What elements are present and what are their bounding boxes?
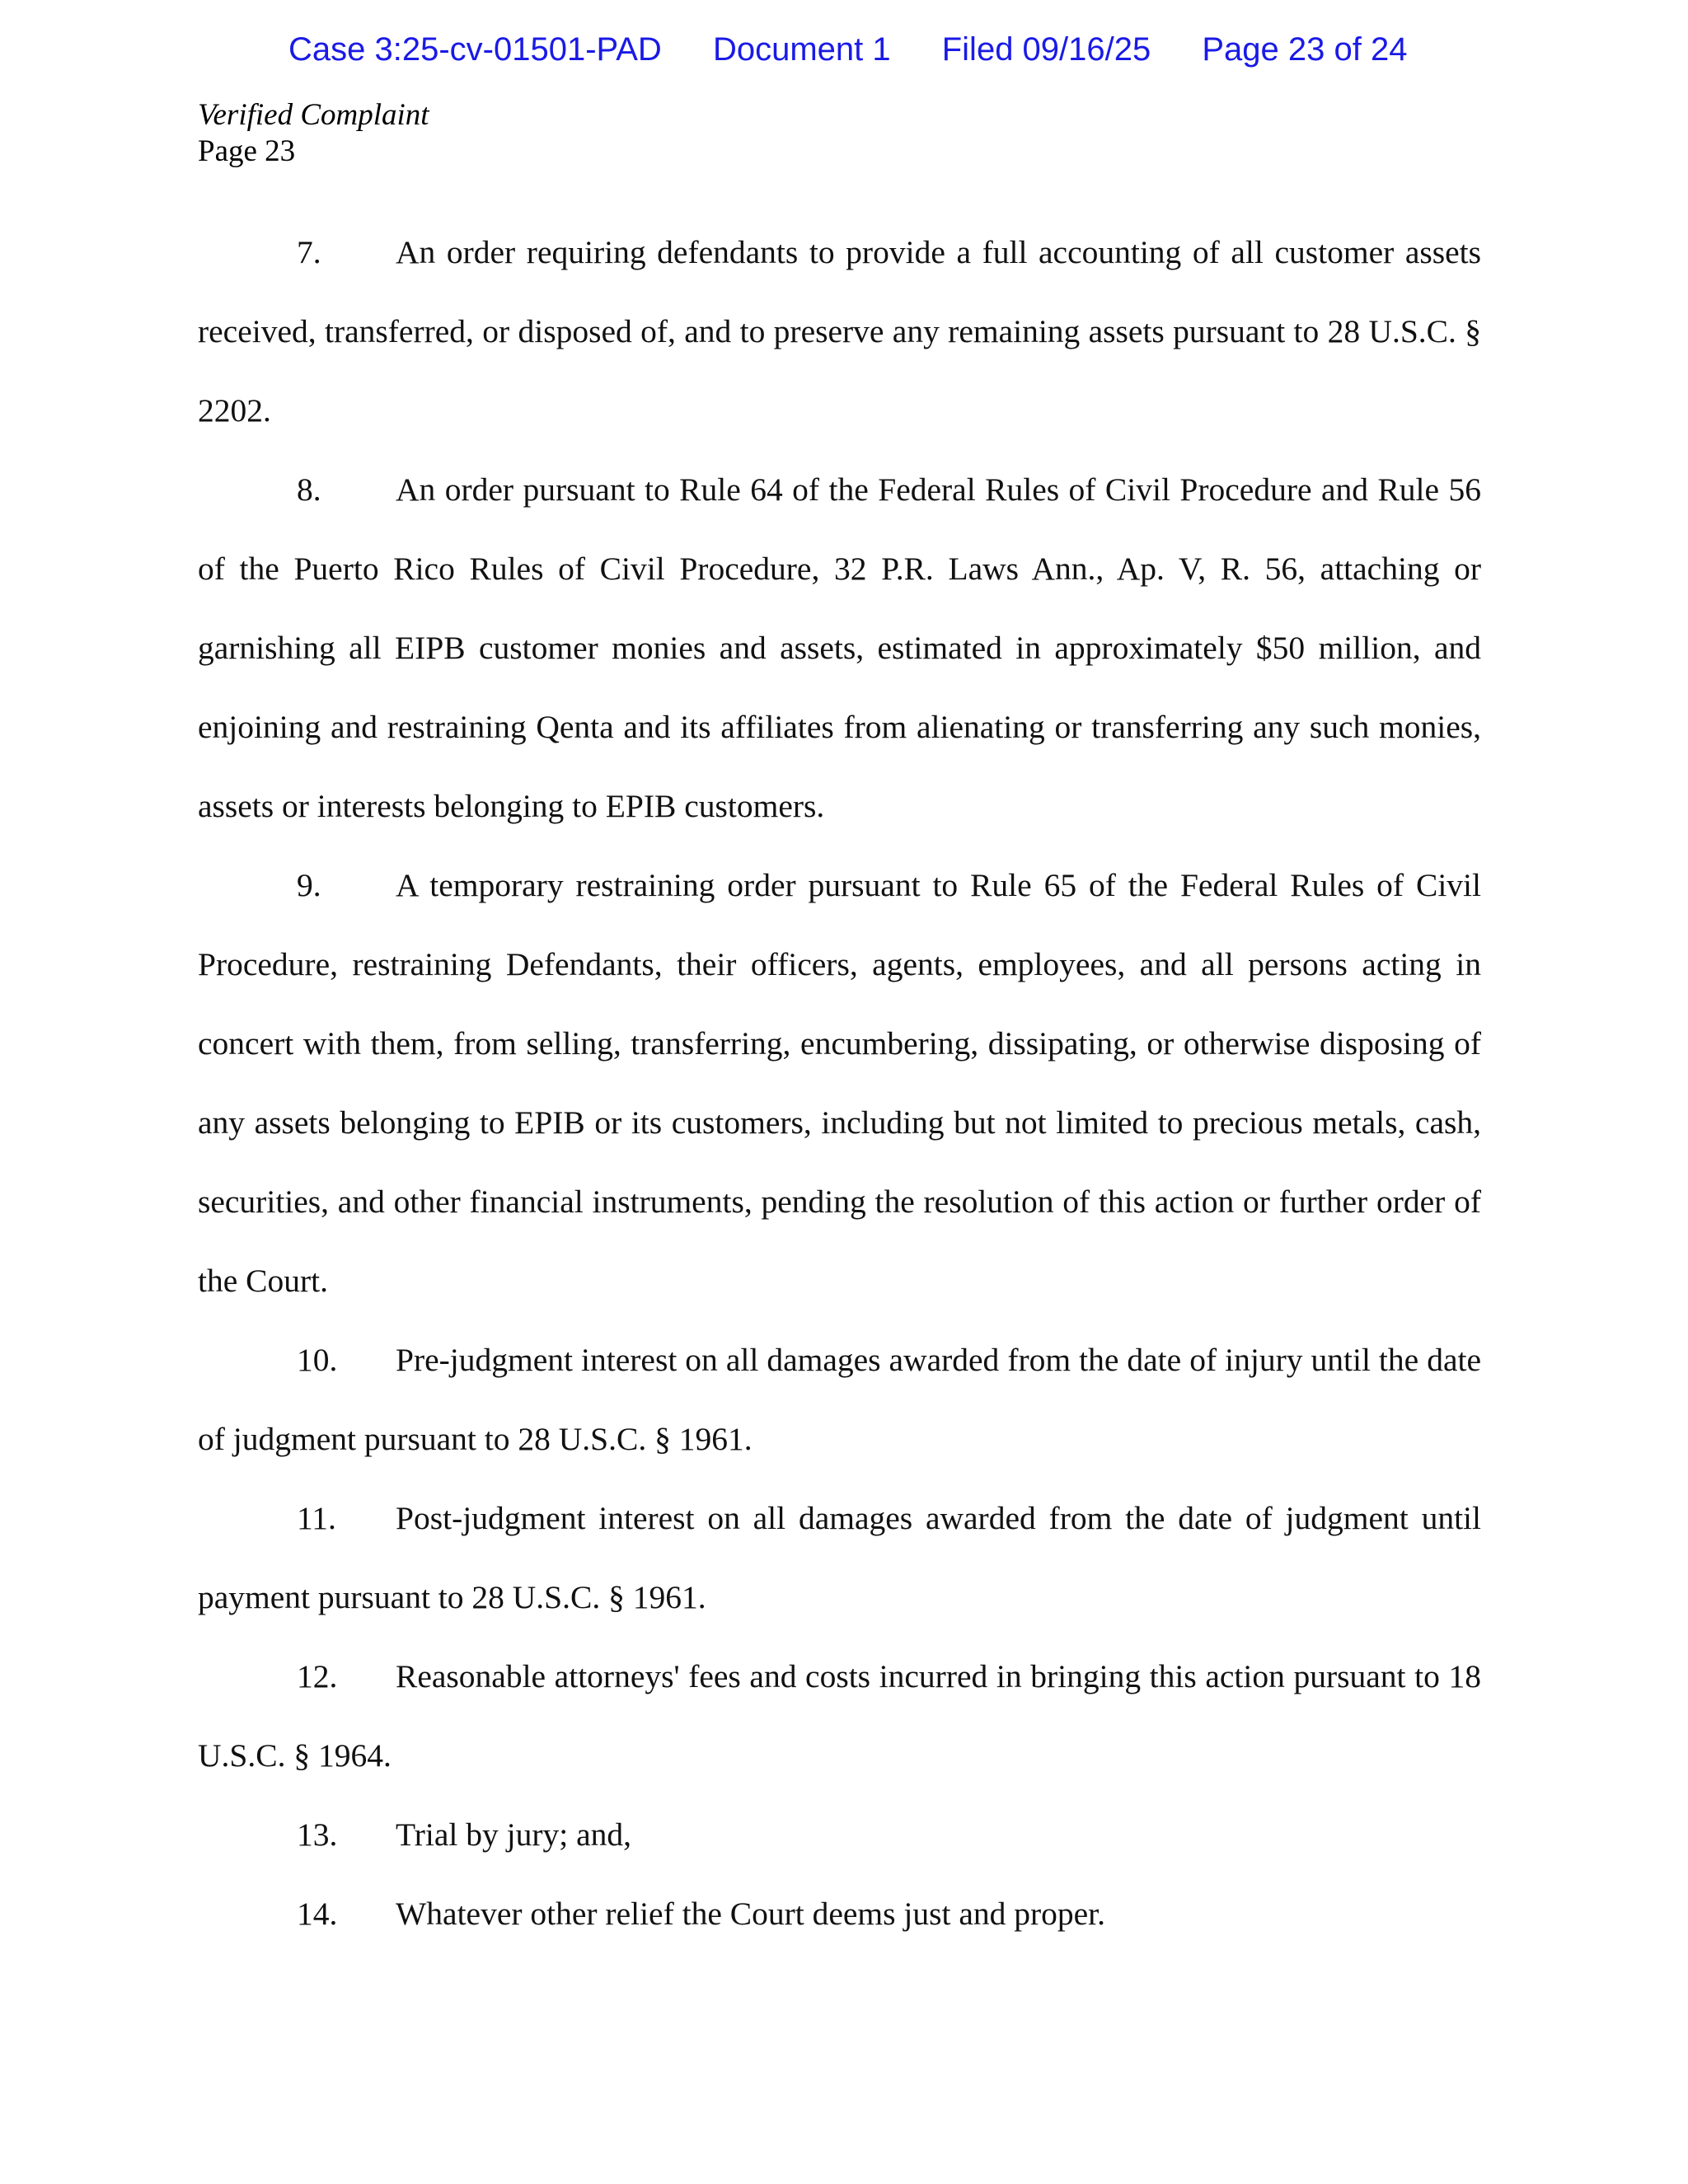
paragraph-text: Trial by jury; and, — [396, 1816, 632, 1853]
paragraph-number: 10. — [297, 1342, 338, 1378]
paragraph-text: Pre-judgment interest on all damages awarded from the date of injury until the date of judgment pursuant to 28 U.S.C. § 1961. — [198, 1342, 1481, 1457]
running-head — [198, 97, 429, 170]
prayer-for-relief-list — [198, 213, 1481, 1953]
paragraph-number: 7. — [297, 234, 321, 270]
paragraph-number: 8. — [297, 471, 321, 508]
paragraph-number: 13. — [297, 1816, 338, 1853]
document-title: Verified Complaint — [198, 98, 429, 132]
paragraph-number: 14. — [297, 1896, 338, 1932]
relief-paragraph-8 — [198, 450, 1481, 846]
relief-paragraph-11 — [198, 1479, 1481, 1637]
paragraph-text: An order pursuant to Rule 64 of the Federal Rules of Civil Procedure and Rule 56 of the Puerto Rico Rules of Civil Procedure, 32 P.R. Laws Ann., Ap. V, R. 56, attaching or garnishing all EIPB customer monies and assets, estimated in approximately $50 million, and enjoining and restraining Qenta and its affiliates from alienating or transferring any such monies, assets or interests belonging to EPIB customers. — [198, 471, 1481, 824]
paragraph-number: 12. — [297, 1658, 338, 1694]
paragraph-number: 11. — [297, 1500, 336, 1536]
paragraph-text: A temporary restraining order pursuant to Rule 65 of the Federal Rules of Civil Procedure, restraining Defendants, their officers, agents, employees, and all persons acting in concert with them, from selling, transferring, encumbering, dissipating, or otherwise disposing of any assets belonging to EPIB or its customers, including but not limited to precious metals, cash, securities, and other financial instruments, pending the resolution of this action or further order of the Court. — [198, 867, 1481, 1299]
page-label: Page 23 — [198, 134, 296, 168]
paragraph-text: Whatever other relief the Court deems just and proper. — [396, 1896, 1106, 1932]
paragraph-text: An order requiring defendants to provide a full accounting of all customer assets received, transferred, or disposed of, and to preserve any remaining assets pursuant to 28 U.S.C. § 2202. — [198, 234, 1481, 429]
filed-date: Filed 09/16/25 — [941, 31, 1151, 68]
ecf-filing-header — [288, 30, 1407, 69]
case-number: Case 3:25-cv-01501-PAD — [288, 31, 662, 68]
paragraph-number: 9. — [297, 867, 321, 903]
relief-paragraph-9 — [198, 846, 1481, 1320]
relief-paragraph-14 — [198, 1874, 1481, 1953]
relief-paragraph-7 — [198, 213, 1481, 450]
page-count: Page 23 of 24 — [1202, 31, 1408, 68]
paragraph-text: Post-judgment interest on all damages awarded from the date of judgment until payment pursuant to 28 U.S.C. § 1961. — [198, 1500, 1481, 1615]
relief-paragraph-12 — [198, 1637, 1481, 1795]
document-number: Document 1 — [712, 31, 891, 68]
relief-paragraph-13 — [198, 1795, 1481, 1874]
relief-paragraph-10 — [198, 1320, 1481, 1479]
paragraph-text: Reasonable attorneys' fees and costs incurred in bringing this action pursuant to 18 U.S.C. § 1964. — [198, 1658, 1481, 1774]
